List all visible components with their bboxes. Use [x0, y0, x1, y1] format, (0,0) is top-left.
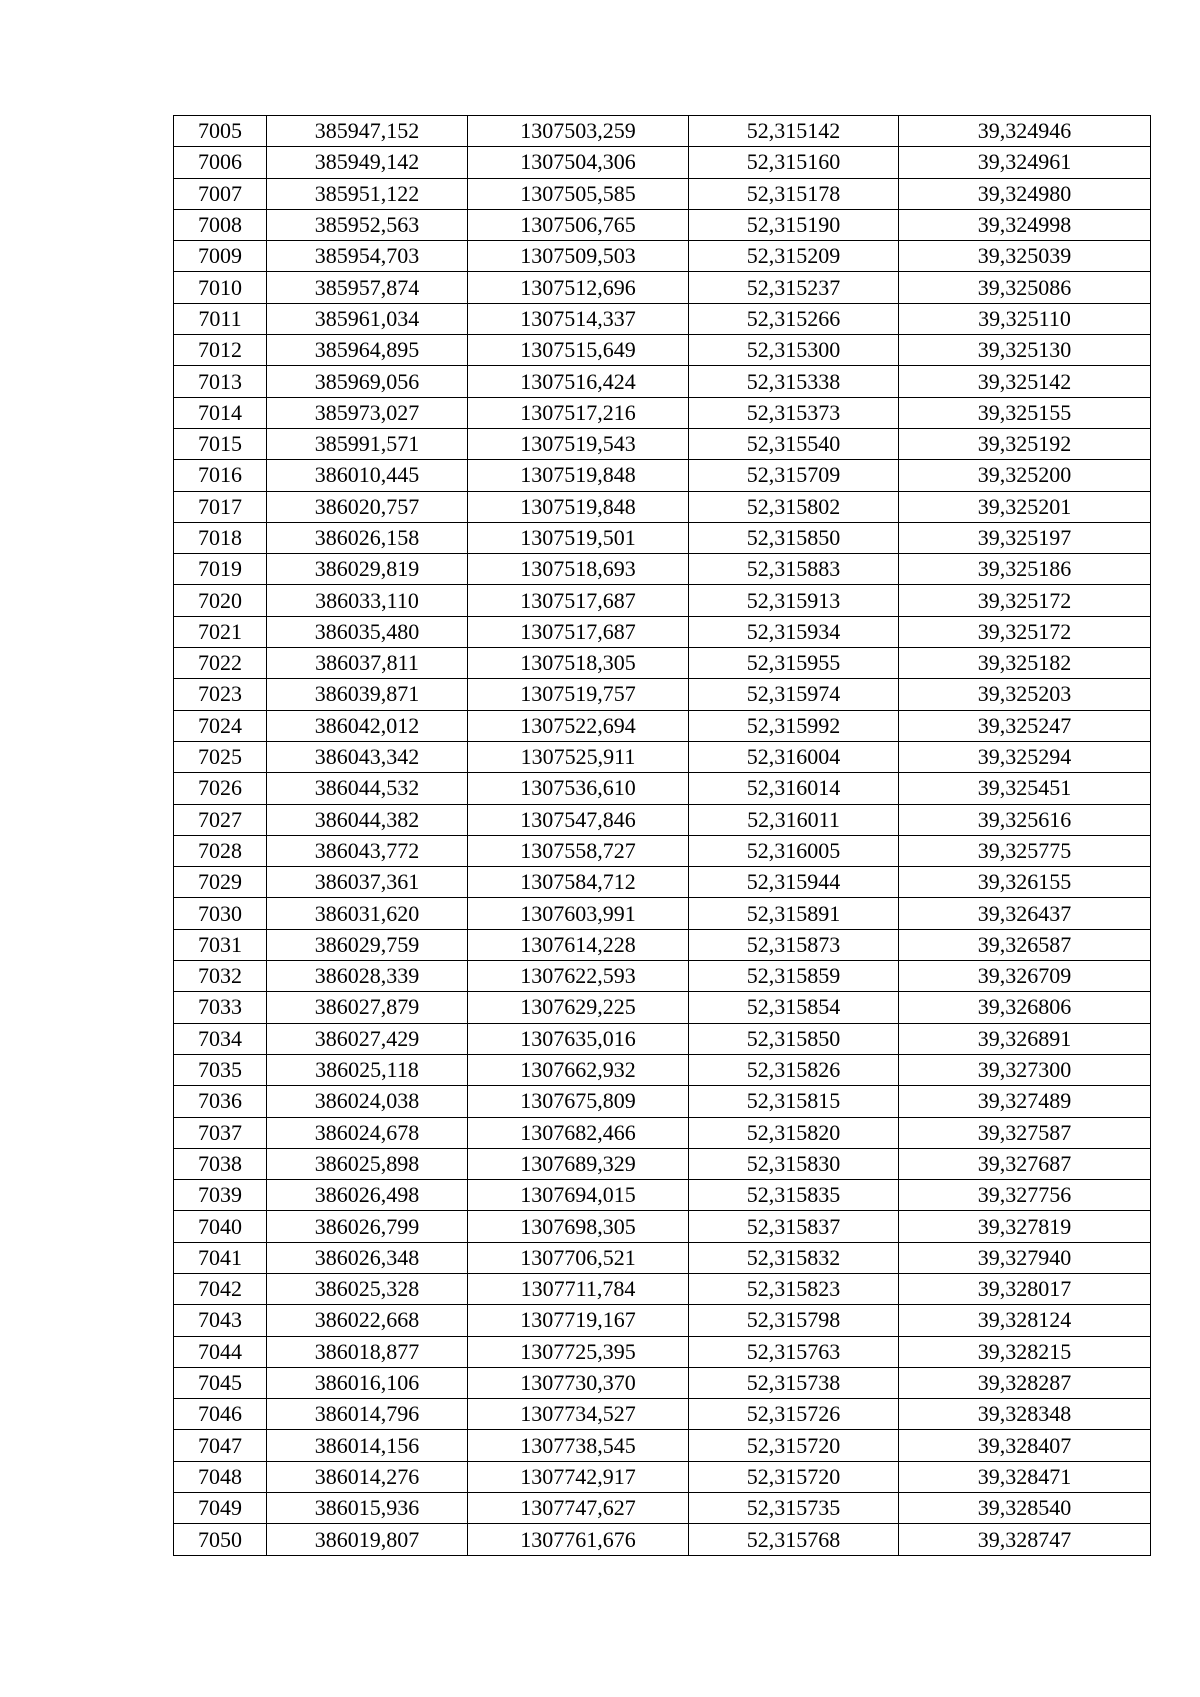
longitude-cell: 39,326709: [899, 961, 1151, 992]
table-row: [174, 1023, 1151, 1054]
y-coordinate-cell: 1307761,676: [468, 1524, 689, 1555]
point-number-cell: 7044: [174, 1336, 267, 1367]
point-number-cell: 7029: [174, 867, 267, 898]
latitude-cell: 52,316011: [689, 804, 899, 835]
point-number-cell: 7023: [174, 679, 267, 710]
x-coordinate-cell: 386028,339: [267, 961, 468, 992]
y-coordinate-cell: 1307734,527: [468, 1399, 689, 1430]
longitude-cell: 39,326806: [899, 992, 1151, 1023]
y-coordinate-cell: 1307518,693: [468, 554, 689, 585]
point-number-cell: 7042: [174, 1273, 267, 1304]
latitude-cell: 52,316014: [689, 773, 899, 804]
latitude-cell: 52,315178: [689, 178, 899, 209]
latitude-cell: 52,315859: [689, 961, 899, 992]
longitude-cell: 39,325186: [899, 554, 1151, 585]
table-row: [174, 804, 1151, 835]
point-number-cell: 7007: [174, 178, 267, 209]
latitude-cell: 52,315720: [689, 1461, 899, 1492]
longitude-cell: 39,325172: [899, 616, 1151, 647]
y-coordinate-cell: 1307558,727: [468, 835, 689, 866]
x-coordinate-cell: 386039,871: [267, 679, 468, 710]
x-coordinate-cell: 385961,034: [267, 303, 468, 334]
x-coordinate-cell: 386043,772: [267, 835, 468, 866]
x-coordinate-cell: 386025,898: [267, 1148, 468, 1179]
latitude-cell: 52,315830: [689, 1148, 899, 1179]
latitude-cell: 52,315815: [689, 1086, 899, 1117]
latitude-cell: 52,315891: [689, 898, 899, 929]
latitude-cell: 52,315709: [689, 460, 899, 491]
table-row: [174, 303, 1151, 334]
latitude-cell: 52,315209: [689, 241, 899, 272]
latitude-cell: 52,315540: [689, 428, 899, 459]
point-number-cell: 7032: [174, 961, 267, 992]
longitude-cell: 39,325201: [899, 491, 1151, 522]
point-number-cell: 7013: [174, 366, 267, 397]
coordinates-table-body: [174, 116, 1151, 1556]
y-coordinate-cell: 1307719,167: [468, 1305, 689, 1336]
x-coordinate-cell: 386029,819: [267, 554, 468, 585]
point-number-cell: 7049: [174, 1493, 267, 1524]
x-coordinate-cell: 386026,799: [267, 1211, 468, 1242]
table-row: [174, 741, 1151, 772]
point-number-cell: 7006: [174, 147, 267, 178]
table-row: [174, 1430, 1151, 1461]
x-coordinate-cell: 386026,348: [267, 1242, 468, 1273]
latitude-cell: 52,315934: [689, 616, 899, 647]
table-row: [174, 1086, 1151, 1117]
table-row: [174, 209, 1151, 240]
latitude-cell: 52,315820: [689, 1117, 899, 1148]
y-coordinate-cell: 1307694,015: [468, 1180, 689, 1211]
longitude-cell: 39,327587: [899, 1117, 1151, 1148]
longitude-cell: 39,327819: [899, 1211, 1151, 1242]
table-row: [174, 1273, 1151, 1304]
longitude-cell: 39,328540: [899, 1493, 1151, 1524]
table-row: [174, 335, 1151, 366]
table-row: [174, 1367, 1151, 1398]
point-number-cell: 7050: [174, 1524, 267, 1555]
longitude-cell: 39,325155: [899, 397, 1151, 428]
longitude-cell: 39,328471: [899, 1461, 1151, 1492]
y-coordinate-cell: 1307536,610: [468, 773, 689, 804]
longitude-cell: 39,325200: [899, 460, 1151, 491]
longitude-cell: 39,325110: [899, 303, 1151, 334]
longitude-cell: 39,325182: [899, 648, 1151, 679]
point-number-cell: 7009: [174, 241, 267, 272]
latitude-cell: 52,315726: [689, 1399, 899, 1430]
coordinates-table: [173, 115, 1151, 1556]
longitude-cell: 39,326155: [899, 867, 1151, 898]
point-number-cell: 7012: [174, 335, 267, 366]
x-coordinate-cell: 386024,678: [267, 1117, 468, 1148]
y-coordinate-cell: 1307682,466: [468, 1117, 689, 1148]
y-coordinate-cell: 1307515,649: [468, 335, 689, 366]
y-coordinate-cell: 1307675,809: [468, 1086, 689, 1117]
latitude-cell: 52,315160: [689, 147, 899, 178]
x-coordinate-cell: 386026,158: [267, 522, 468, 553]
longitude-cell: 39,326891: [899, 1023, 1151, 1054]
x-coordinate-cell: 386044,532: [267, 773, 468, 804]
latitude-cell: 52,315826: [689, 1054, 899, 1085]
longitude-cell: 39,325451: [899, 773, 1151, 804]
x-coordinate-cell: 386037,361: [267, 867, 468, 898]
longitude-cell: 39,325294: [899, 741, 1151, 772]
x-coordinate-cell: 386031,620: [267, 898, 468, 929]
point-number-cell: 7037: [174, 1117, 267, 1148]
table-row: [174, 272, 1151, 303]
latitude-cell: 52,315835: [689, 1180, 899, 1211]
point-number-cell: 7026: [174, 773, 267, 804]
x-coordinate-cell: 386027,879: [267, 992, 468, 1023]
latitude-cell: 52,315913: [689, 585, 899, 616]
y-coordinate-cell: 1307689,329: [468, 1148, 689, 1179]
x-coordinate-cell: 386022,668: [267, 1305, 468, 1336]
longitude-cell: 39,328124: [899, 1305, 1151, 1336]
latitude-cell: 52,315373: [689, 397, 899, 428]
y-coordinate-cell: 1307517,216: [468, 397, 689, 428]
y-coordinate-cell: 1307519,757: [468, 679, 689, 710]
latitude-cell: 52,315837: [689, 1211, 899, 1242]
point-number-cell: 7028: [174, 835, 267, 866]
point-number-cell: 7039: [174, 1180, 267, 1211]
x-coordinate-cell: 385951,122: [267, 178, 468, 209]
latitude-cell: 52,316004: [689, 741, 899, 772]
x-coordinate-cell: 386025,118: [267, 1054, 468, 1085]
latitude-cell: 52,315854: [689, 992, 899, 1023]
longitude-cell: 39,325203: [899, 679, 1151, 710]
y-coordinate-cell: 1307519,543: [468, 428, 689, 459]
point-number-cell: 7045: [174, 1367, 267, 1398]
table-row: [174, 1524, 1151, 1555]
y-coordinate-cell: 1307622,593: [468, 961, 689, 992]
longitude-cell: 39,326437: [899, 898, 1151, 929]
point-number-cell: 7017: [174, 491, 267, 522]
y-coordinate-cell: 1307738,545: [468, 1430, 689, 1461]
table-row: [174, 648, 1151, 679]
latitude-cell: 52,316005: [689, 835, 899, 866]
table-row: [174, 1399, 1151, 1430]
longitude-cell: 39,328215: [899, 1336, 1151, 1367]
y-coordinate-cell: 1307522,694: [468, 710, 689, 741]
y-coordinate-cell: 1307514,337: [468, 303, 689, 334]
y-coordinate-cell: 1307509,503: [468, 241, 689, 272]
latitude-cell: 52,315798: [689, 1305, 899, 1336]
y-coordinate-cell: 1307747,627: [468, 1493, 689, 1524]
x-coordinate-cell: 386014,276: [267, 1461, 468, 1492]
y-coordinate-cell: 1307711,784: [468, 1273, 689, 1304]
point-number-cell: 7011: [174, 303, 267, 334]
table-row: [174, 428, 1151, 459]
longitude-cell: 39,325197: [899, 522, 1151, 553]
x-coordinate-cell: 386018,877: [267, 1336, 468, 1367]
y-coordinate-cell: 1307516,424: [468, 366, 689, 397]
table-row: [174, 366, 1151, 397]
x-coordinate-cell: 385949,142: [267, 147, 468, 178]
longitude-cell: 39,327300: [899, 1054, 1151, 1085]
y-coordinate-cell: 1307505,585: [468, 178, 689, 209]
point-number-cell: 7040: [174, 1211, 267, 1242]
y-coordinate-cell: 1307629,225: [468, 992, 689, 1023]
x-coordinate-cell: 386027,429: [267, 1023, 468, 1054]
latitude-cell: 52,315883: [689, 554, 899, 585]
y-coordinate-cell: 1307503,259: [468, 116, 689, 147]
y-coordinate-cell: 1307662,932: [468, 1054, 689, 1085]
table-row: [174, 491, 1151, 522]
latitude-cell: 52,315735: [689, 1493, 899, 1524]
point-number-cell: 7034: [174, 1023, 267, 1054]
point-number-cell: 7047: [174, 1430, 267, 1461]
point-number-cell: 7036: [174, 1086, 267, 1117]
table-row: [174, 835, 1151, 866]
table-row: [174, 961, 1151, 992]
table-row: [174, 554, 1151, 585]
longitude-cell: 39,325142: [899, 366, 1151, 397]
x-coordinate-cell: 386014,156: [267, 1430, 468, 1461]
longitude-cell: 39,327687: [899, 1148, 1151, 1179]
longitude-cell: 39,328348: [899, 1399, 1151, 1430]
latitude-cell: 52,315738: [689, 1367, 899, 1398]
longitude-cell: 39,325086: [899, 272, 1151, 303]
latitude-cell: 52,315338: [689, 366, 899, 397]
table-row: [174, 241, 1151, 272]
y-coordinate-cell: 1307518,305: [468, 648, 689, 679]
point-number-cell: 7022: [174, 648, 267, 679]
latitude-cell: 52,315720: [689, 1430, 899, 1461]
table-row: [174, 710, 1151, 741]
y-coordinate-cell: 1307742,917: [468, 1461, 689, 1492]
y-coordinate-cell: 1307519,848: [468, 491, 689, 522]
latitude-cell: 52,315823: [689, 1273, 899, 1304]
latitude-cell: 52,315955: [689, 648, 899, 679]
longitude-cell: 39,327940: [899, 1242, 1151, 1273]
point-number-cell: 7008: [174, 209, 267, 240]
table-row: [174, 929, 1151, 960]
point-number-cell: 7015: [174, 428, 267, 459]
y-coordinate-cell: 1307517,687: [468, 616, 689, 647]
y-coordinate-cell: 1307730,370: [468, 1367, 689, 1398]
x-coordinate-cell: 386014,796: [267, 1399, 468, 1430]
table-row: [174, 397, 1151, 428]
longitude-cell: 39,325130: [899, 335, 1151, 366]
y-coordinate-cell: 1307519,848: [468, 460, 689, 491]
table-row: [174, 773, 1151, 804]
latitude-cell: 52,315768: [689, 1524, 899, 1555]
point-number-cell: 7048: [174, 1461, 267, 1492]
table-row: [174, 1461, 1151, 1492]
longitude-cell: 39,324980: [899, 178, 1151, 209]
latitude-cell: 52,315802: [689, 491, 899, 522]
table-row: [174, 1211, 1151, 1242]
point-number-cell: 7035: [174, 1054, 267, 1085]
point-number-cell: 7016: [174, 460, 267, 491]
x-coordinate-cell: 386035,480: [267, 616, 468, 647]
y-coordinate-cell: 1307603,991: [468, 898, 689, 929]
point-number-cell: 7030: [174, 898, 267, 929]
latitude-cell: 52,315832: [689, 1242, 899, 1273]
table-row: [174, 1305, 1151, 1336]
table-row: [174, 1493, 1151, 1524]
longitude-cell: 39,326587: [899, 929, 1151, 960]
point-number-cell: 7046: [174, 1399, 267, 1430]
latitude-cell: 52,315237: [689, 272, 899, 303]
table-row: [174, 522, 1151, 553]
y-coordinate-cell: 1307504,306: [468, 147, 689, 178]
x-coordinate-cell: 386026,498: [267, 1180, 468, 1211]
longitude-cell: 39,325039: [899, 241, 1151, 272]
longitude-cell: 39,324946: [899, 116, 1151, 147]
point-number-cell: 7038: [174, 1148, 267, 1179]
table-row: [174, 1336, 1151, 1367]
x-coordinate-cell: 385947,152: [267, 116, 468, 147]
longitude-cell: 39,324961: [899, 147, 1151, 178]
latitude-cell: 52,315300: [689, 335, 899, 366]
y-coordinate-cell: 1307547,846: [468, 804, 689, 835]
point-number-cell: 7019: [174, 554, 267, 585]
table-row: [174, 1117, 1151, 1148]
point-number-cell: 7021: [174, 616, 267, 647]
longitude-cell: 39,325775: [899, 835, 1151, 866]
table-row: [174, 1242, 1151, 1273]
y-coordinate-cell: 1307698,305: [468, 1211, 689, 1242]
y-coordinate-cell: 1307506,765: [468, 209, 689, 240]
longitude-cell: 39,325616: [899, 804, 1151, 835]
latitude-cell: 52,315992: [689, 710, 899, 741]
x-coordinate-cell: 385954,703: [267, 241, 468, 272]
x-coordinate-cell: 386042,012: [267, 710, 468, 741]
x-coordinate-cell: 386020,757: [267, 491, 468, 522]
y-coordinate-cell: 1307519,501: [468, 522, 689, 553]
x-coordinate-cell: 386037,811: [267, 648, 468, 679]
x-coordinate-cell: 386033,110: [267, 585, 468, 616]
latitude-cell: 52,315944: [689, 867, 899, 898]
table-row: [174, 679, 1151, 710]
longitude-cell: 39,325247: [899, 710, 1151, 741]
y-coordinate-cell: 1307725,395: [468, 1336, 689, 1367]
table-row: [174, 616, 1151, 647]
table-row: [174, 116, 1151, 147]
x-coordinate-cell: 385973,027: [267, 397, 468, 428]
x-coordinate-cell: 385957,874: [267, 272, 468, 303]
longitude-cell: 39,328747: [899, 1524, 1151, 1555]
latitude-cell: 52,315266: [689, 303, 899, 334]
x-coordinate-cell: 385964,895: [267, 335, 468, 366]
longitude-cell: 39,325172: [899, 585, 1151, 616]
point-number-cell: 7020: [174, 585, 267, 616]
x-coordinate-cell: 385969,056: [267, 366, 468, 397]
table-row: [174, 1148, 1151, 1179]
x-coordinate-cell: 386019,807: [267, 1524, 468, 1555]
point-number-cell: 7031: [174, 929, 267, 960]
latitude-cell: 52,315850: [689, 522, 899, 553]
x-coordinate-cell: 386016,106: [267, 1367, 468, 1398]
longitude-cell: 39,328407: [899, 1430, 1151, 1461]
latitude-cell: 52,315974: [689, 679, 899, 710]
longitude-cell: 39,324998: [899, 209, 1151, 240]
x-coordinate-cell: 386024,038: [267, 1086, 468, 1117]
x-coordinate-cell: 386025,328: [267, 1273, 468, 1304]
point-number-cell: 7025: [174, 741, 267, 772]
x-coordinate-cell: 386029,759: [267, 929, 468, 960]
longitude-cell: 39,327489: [899, 1086, 1151, 1117]
x-coordinate-cell: 386010,445: [267, 460, 468, 491]
x-coordinate-cell: 386044,382: [267, 804, 468, 835]
y-coordinate-cell: 1307706,521: [468, 1242, 689, 1273]
latitude-cell: 52,315850: [689, 1023, 899, 1054]
latitude-cell: 52,315190: [689, 209, 899, 240]
table-row: [174, 585, 1151, 616]
table-row: [174, 867, 1151, 898]
point-number-cell: 7027: [174, 804, 267, 835]
y-coordinate-cell: 1307614,228: [468, 929, 689, 960]
y-coordinate-cell: 1307517,687: [468, 585, 689, 616]
longitude-cell: 39,327756: [899, 1180, 1151, 1211]
y-coordinate-cell: 1307584,712: [468, 867, 689, 898]
table-row: [174, 1054, 1151, 1085]
table-row: [174, 898, 1151, 929]
latitude-cell: 52,315142: [689, 116, 899, 147]
point-number-cell: 7043: [174, 1305, 267, 1336]
y-coordinate-cell: 1307512,696: [468, 272, 689, 303]
latitude-cell: 52,315763: [689, 1336, 899, 1367]
x-coordinate-cell: 385991,571: [267, 428, 468, 459]
point-number-cell: 7024: [174, 710, 267, 741]
longitude-cell: 39,328287: [899, 1367, 1151, 1398]
point-number-cell: 7041: [174, 1242, 267, 1273]
x-coordinate-cell: 385952,563: [267, 209, 468, 240]
longitude-cell: 39,328017: [899, 1273, 1151, 1304]
table-row: [174, 147, 1151, 178]
x-coordinate-cell: 386043,342: [267, 741, 468, 772]
table-row: [174, 460, 1151, 491]
longitude-cell: 39,325192: [899, 428, 1151, 459]
point-number-cell: 7010: [174, 272, 267, 303]
point-number-cell: 7033: [174, 992, 267, 1023]
latitude-cell: 52,315873: [689, 929, 899, 960]
table-row: [174, 1180, 1151, 1211]
y-coordinate-cell: 1307525,911: [468, 741, 689, 772]
y-coordinate-cell: 1307635,016: [468, 1023, 689, 1054]
point-number-cell: 7018: [174, 522, 267, 553]
x-coordinate-cell: 386015,936: [267, 1493, 468, 1524]
point-number-cell: 7005: [174, 116, 267, 147]
table-row: [174, 178, 1151, 209]
table-row: [174, 992, 1151, 1023]
point-number-cell: 7014: [174, 397, 267, 428]
